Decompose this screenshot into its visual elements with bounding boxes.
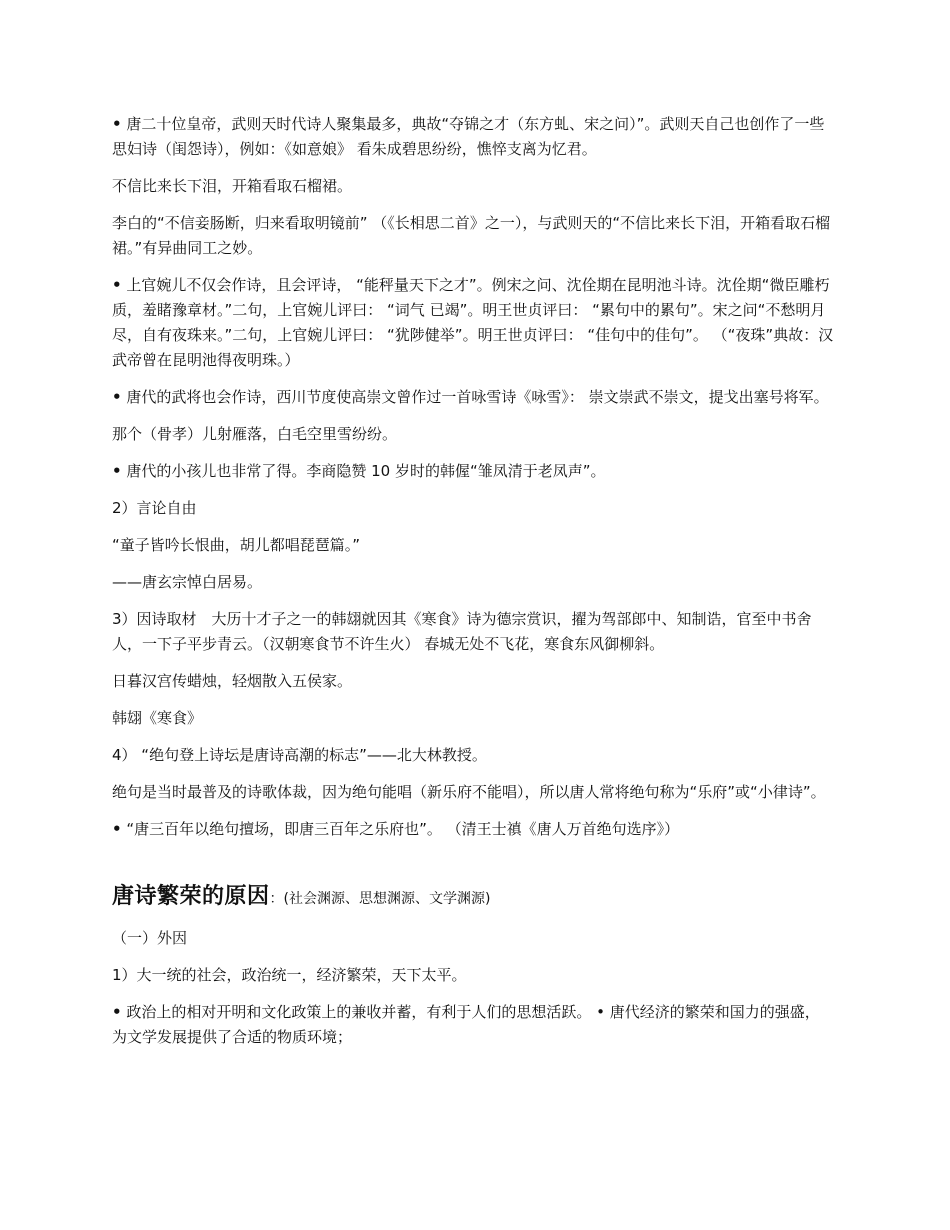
paragraph [112, 669, 834, 694]
paragraph [112, 1000, 834, 1050]
section-title: 唐诗繁荣的原因 [112, 884, 270, 909]
paragraph [112, 385, 834, 410]
bullet: • [112, 462, 122, 480]
paragraph-text: 唐代的武将也会作诗，西川节度使高崇文曾作过一首咏雪诗《咏雪》： 崇文崇武不崇文，提戈出塞号将军。 [121, 388, 829, 406]
paragraph-text: 李白的“不信妾肠断，归来看取明镜前” （《长相思二首》之一），与武则天的“不信比来长下泪，开箱看取石榴裙。”有异曲同工之妙。 [112, 214, 831, 257]
paragraph-text: 唐代的小孩儿也非常了得。李商隐赞 10 岁时的韩偓“雏凤清于老凤声”。 [121, 462, 606, 480]
paragraph-text: 日暮汉宫传蜡烛，轻烟散入五侯家。 [112, 672, 353, 690]
paragraph-text: 上官婉儿不仅会作诗，且会评诗， “能秤量天下之才”。例宋之问、沈佺期在昆明池斗诗。沈佺期“微臣雕朽质，羞睹豫章材。”二句，上官婉儿评曰： “词气 已竭”。明王世贞评曰： “累句中的累句”。宋之问“不愁明月尽，自有夜珠来。”二句，上官婉儿评曰： “犹陟健举”。明王世贞评曰： “佳句中的佳句”。 （“夜珠”典故：汉武帝曾在昆明池得夜明珠。） [112, 276, 834, 369]
paragraph-text: 唐二十位皇帝，武则天时代诗人聚集最多，典故“夺锦之才（东方虬、宋之问）”。武则天自己也创作了一些思妇诗（闺怨诗），例如：《如意娘》 看朱成碧思纷纷，憔悴支离为忆君。 [112, 115, 825, 158]
paragraph [112, 533, 834, 558]
paragraph [112, 112, 834, 162]
bullet: • [112, 388, 122, 406]
paragraph [112, 496, 834, 521]
document-page [112, 112, 834, 1062]
paragraph [112, 706, 834, 731]
paragraph-text: 3）因诗取材 大历十才子之一的韩翃就因其《寒食》诗为德宗赏识，擢为驾部郎中、知制诰，官至中书舍人，一下子平步青云。（汉朝寒食节不许生火） 春城无处不飞花，寒食东风御柳斜。 [112, 610, 812, 653]
paragraph [112, 817, 834, 842]
paragraph-text: 1）大一统的社会，政治统一，经济繁荣，天下太平。 [112, 966, 467, 984]
paragraph [112, 273, 834, 373]
paragraph-text: “童子皆吟长恨曲，胡儿都唱琵琶篇。” [112, 536, 361, 554]
paragraph [112, 570, 834, 595]
paragraph-text: 韩翃《寒食》 [112, 709, 203, 727]
section-subtitle: ：(社会渊源、思想渊源、文学渊源) [269, 891, 491, 907]
paragraph [112, 459, 834, 484]
paragraph [112, 963, 834, 988]
paragraph-text: 不信比来长下泪，开箱看取石榴裙。 [112, 177, 353, 195]
paragraph [112, 743, 834, 768]
paragraph-text: 那个（骨孝）儿射雁落，白毛空里雪纷纷。 [112, 425, 398, 443]
paragraph-text: 2）言论自由 [112, 499, 197, 517]
paragraph [112, 422, 834, 447]
bullet: • [112, 820, 122, 838]
bullet: • [112, 115, 122, 133]
bullet: • [112, 276, 122, 294]
paragraph-text: 绝句是当时最普及的诗歌体裁，因为绝句能唱（新乐府不能唱），所以唐人常将绝句称为“乐府”或“小律诗”。 [112, 783, 826, 801]
paragraph-text: ——唐玄宗悼白居易。 [112, 573, 263, 591]
section-top [112, 112, 834, 842]
paragraph [112, 211, 834, 261]
section-bottom [112, 926, 834, 1050]
paragraph-text: （一）外因 [112, 929, 188, 947]
paragraph [112, 607, 834, 657]
bullet: • [112, 1003, 122, 1021]
paragraph-text: “唐三百年以绝句擅场，即唐三百年之乐府也”。 （清王士禛《唐人万首绝句选序》） [121, 820, 680, 838]
paragraph [112, 926, 834, 951]
section-heading [112, 882, 834, 914]
paragraph [112, 174, 834, 199]
paragraph-text: 政治上的相对开明和文化政策上的兼收并蓄，有利于人们的思想活跃。 • 唐代经济的繁荣和国力的强盛，为文学发展提供了合适的物质环境； [112, 1003, 820, 1046]
paragraph-text: 4） “绝句登上诗坛是唐诗高潮的标志”——北大林教授。 [112, 746, 487, 764]
paragraph [112, 780, 834, 805]
